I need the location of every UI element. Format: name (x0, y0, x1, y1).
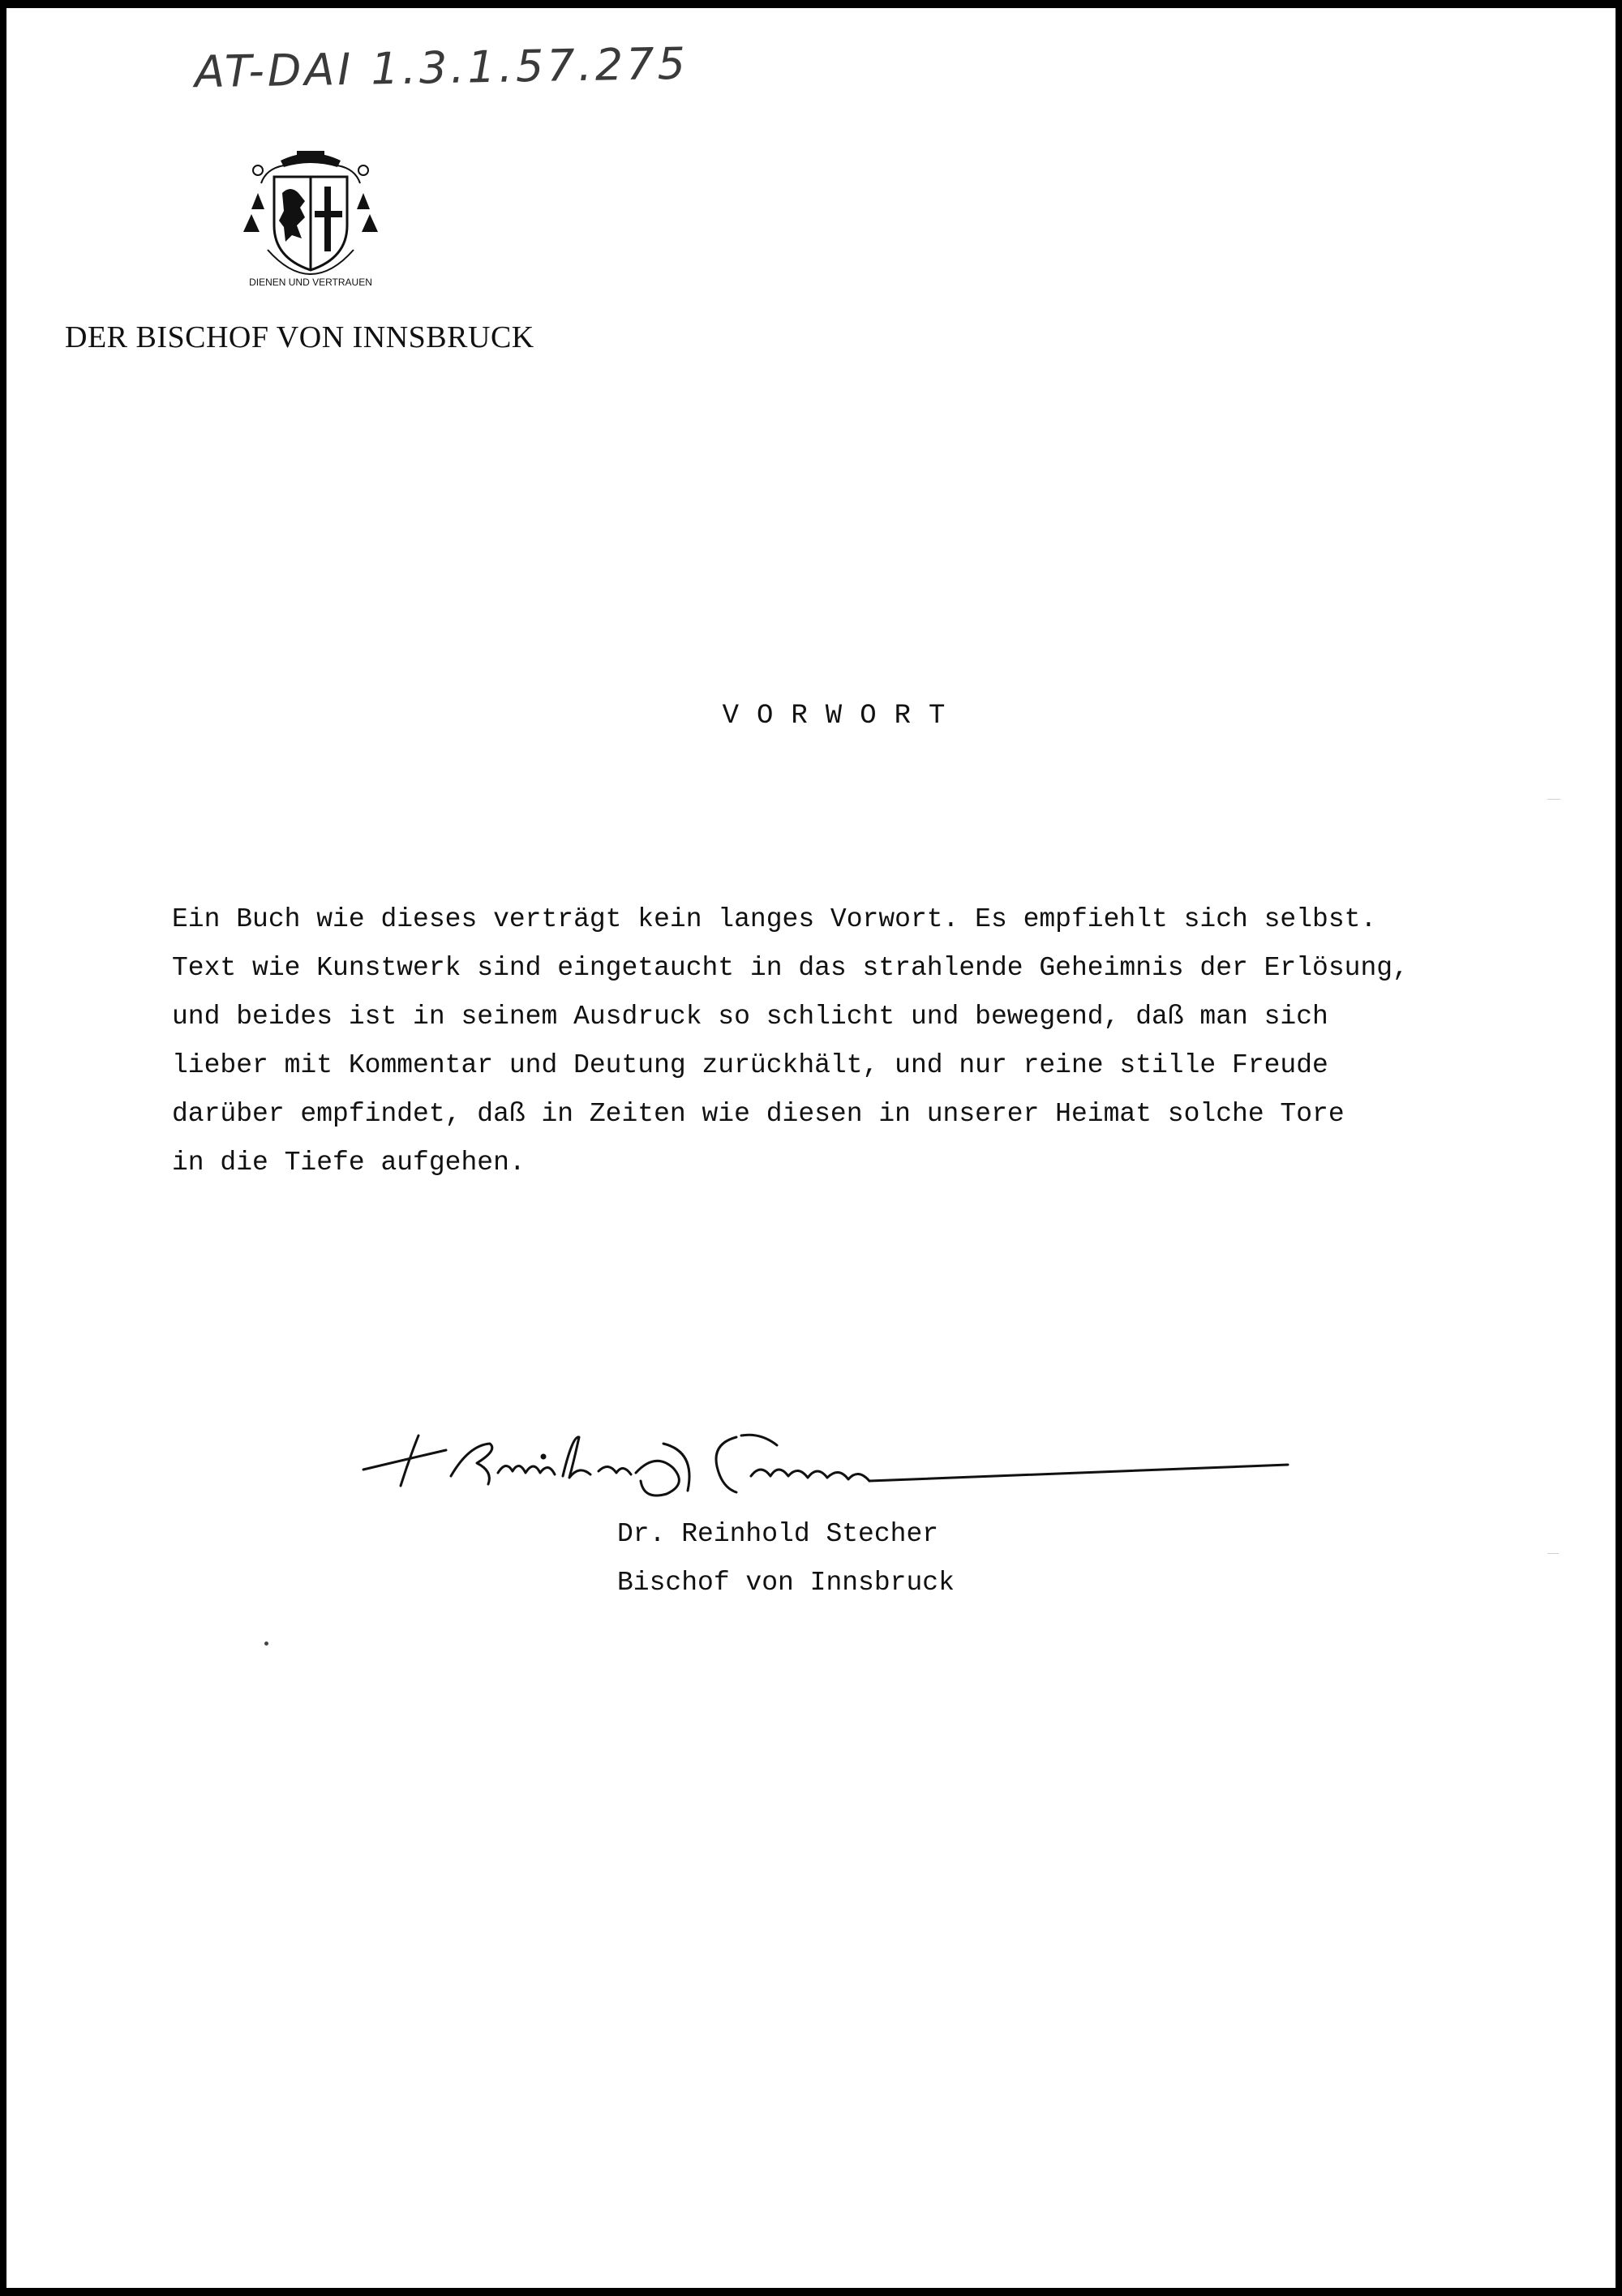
archive-mark: AT-DAI 1.3.1.57.275 (194, 37, 689, 98)
coat-of-arms-motto: DIENEN UND VERTRAUEN (249, 277, 372, 288)
body-line: in die Tiefe aufgehen. (172, 1148, 526, 1178)
body-line: darüber empfindet, daß in Zeiten wie diesen in unserer Heimat solche Tore (172, 1099, 1345, 1129)
document-page (6, 8, 1616, 2288)
coat-of-arms-icon (234, 136, 388, 298)
signatory-name: Dr. Reinhold Stecher (617, 1519, 939, 1549)
letterhead: DER BISCHOF VON INNSBRUCK (65, 320, 534, 354)
signatory-title: Bischof von Innsbruck (617, 1568, 955, 1598)
body-line: lieber mit Kommentar und Deutung zurückhält, und nur reine stille Freude (172, 1050, 1328, 1080)
body-line: Ein Buch wie dieses verträgt kein langes Vorwort. Es empfiehlt sich selbst. (172, 904, 1377, 934)
body-line: Text wie Kunstwerk sind eingetaucht in das strahlende Geheimnis der Erlösung, (172, 953, 1409, 983)
paper-speck (264, 1642, 268, 1646)
handwritten-signature-icon (355, 1403, 1296, 1525)
preface-body (172, 895, 1551, 1187)
margin-tick (1547, 799, 1560, 800)
page-title: VORWORT (722, 701, 963, 732)
body-line: und beides ist in seinem Ausdruck so schlicht und bewegend, daß man sich (172, 1002, 1328, 1032)
signatory-block (617, 1510, 955, 1607)
margin-tick (1547, 1553, 1559, 1554)
